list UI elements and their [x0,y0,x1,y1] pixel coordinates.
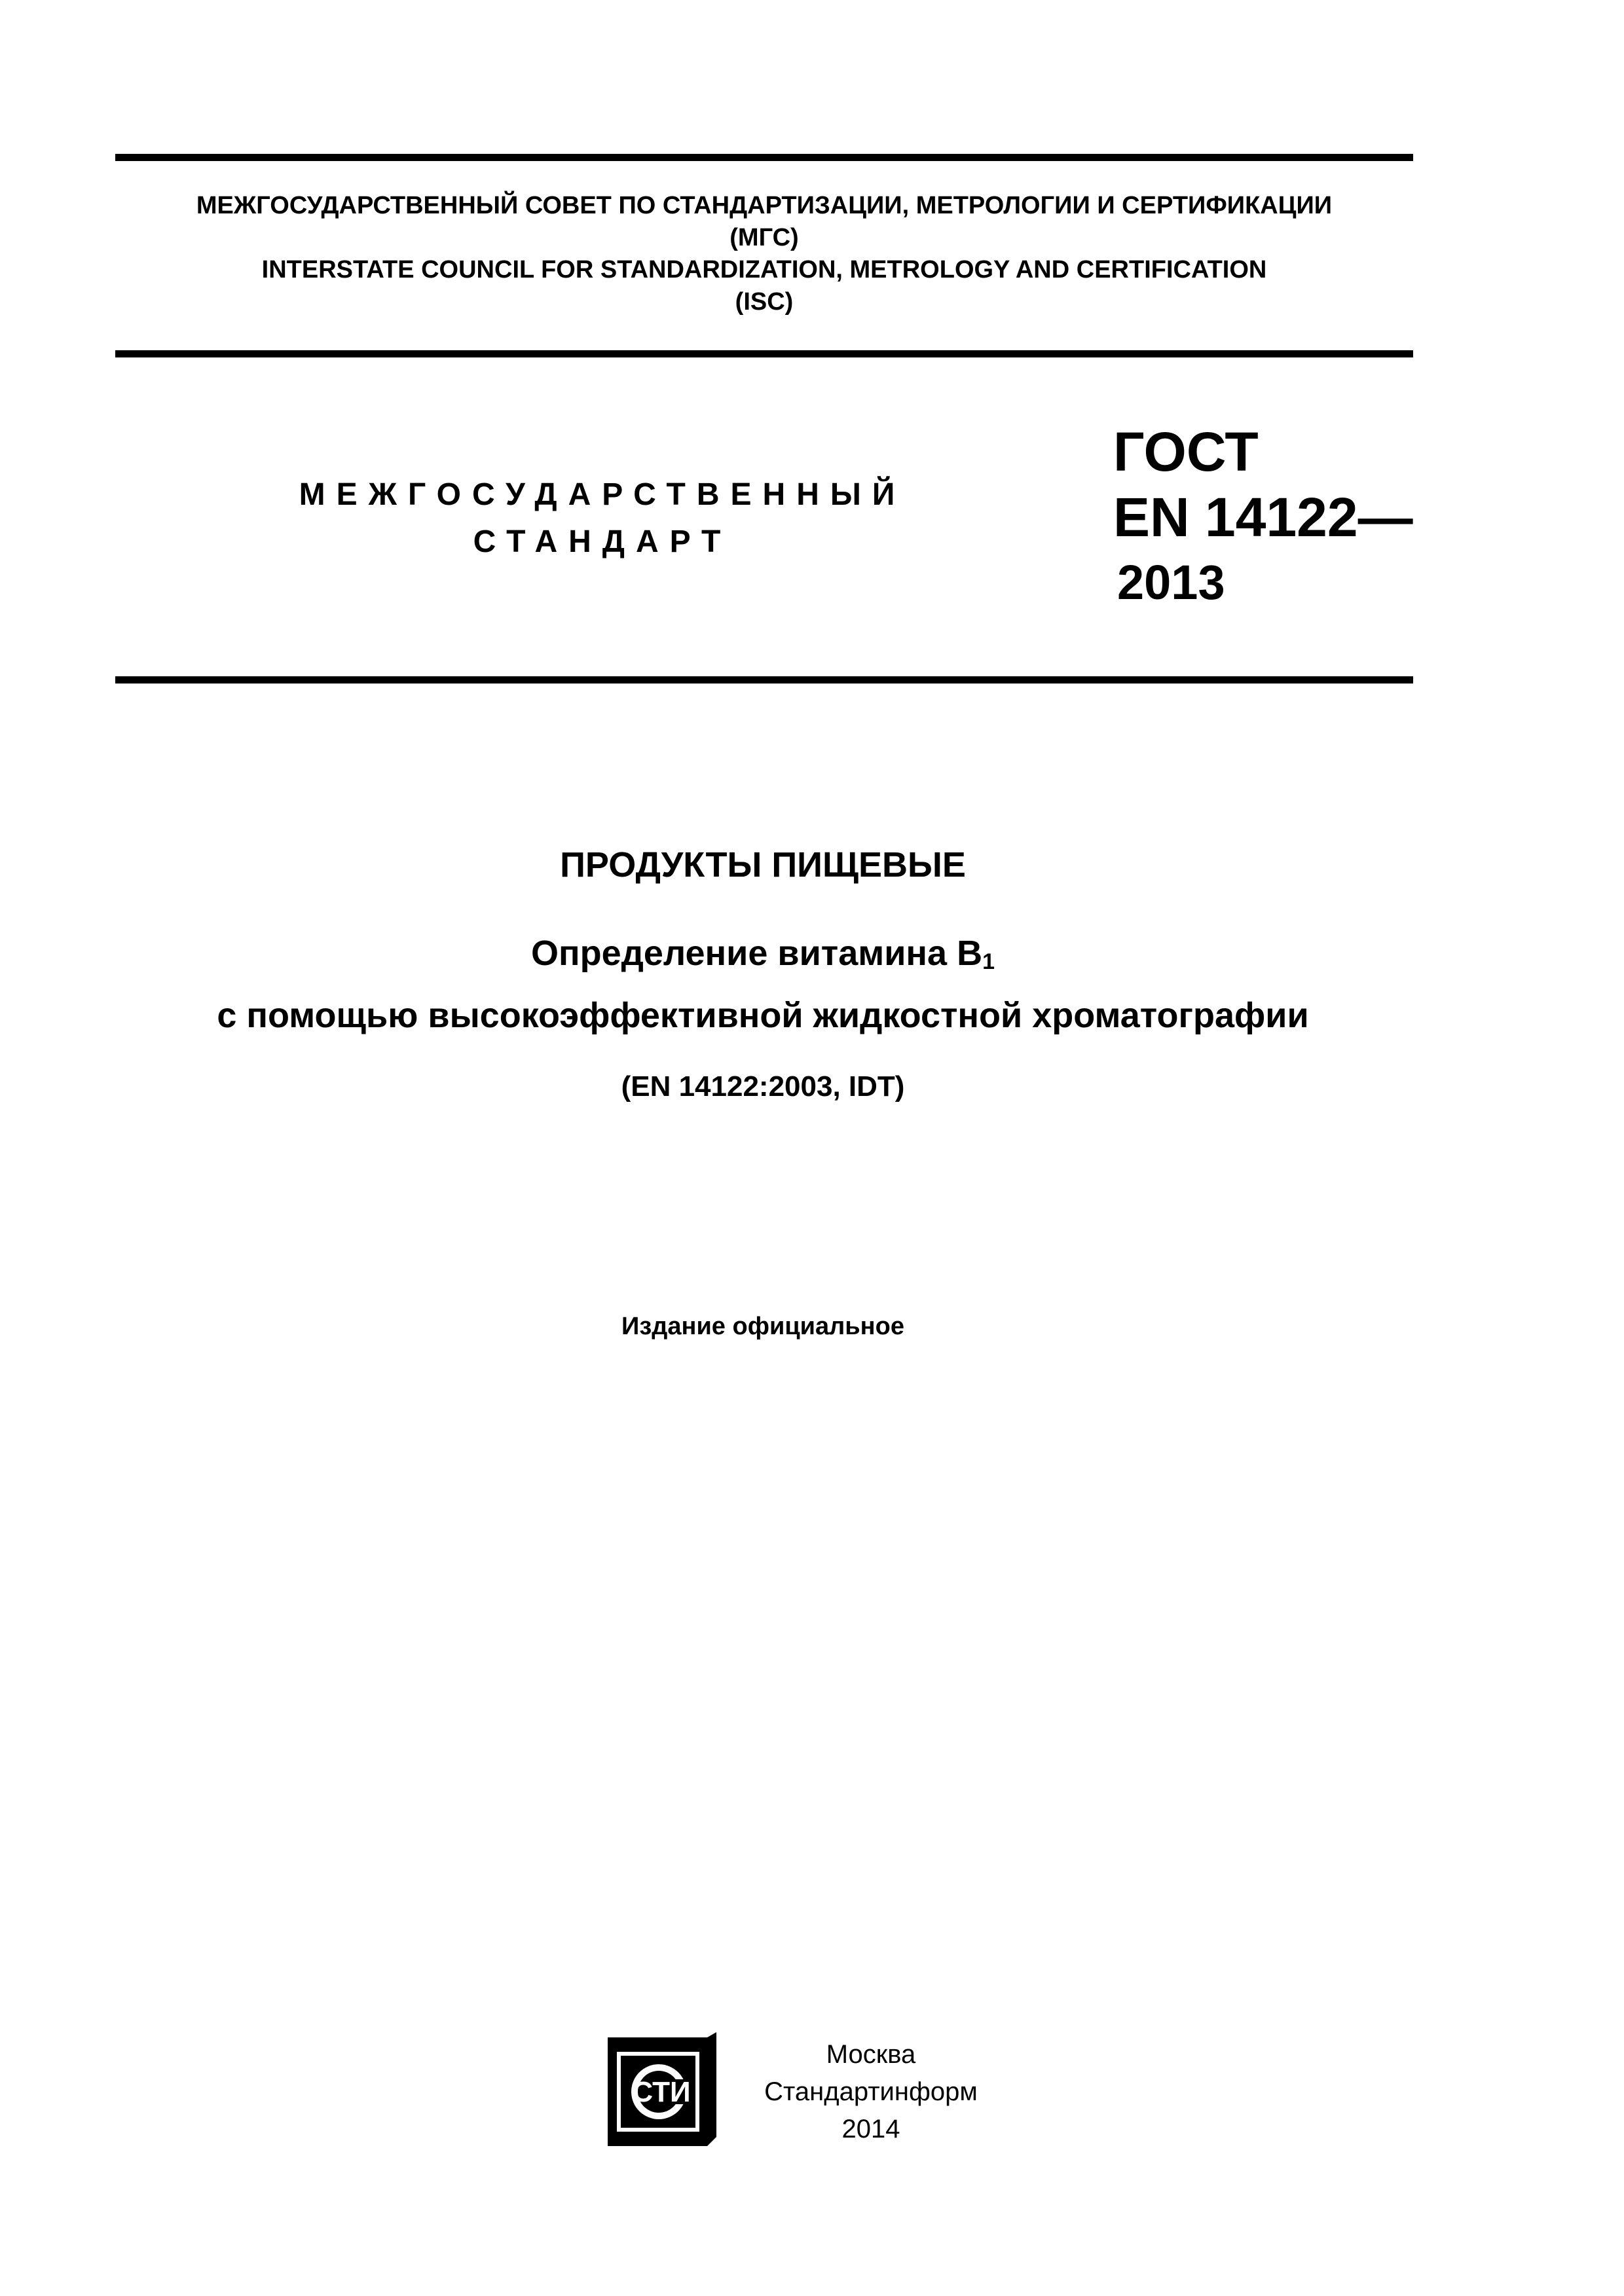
subtitle-line1 [0,926,1526,989]
middle-rule [115,350,1413,357]
council-name-ru: МЕЖГОСУДАРСТВЕННЫЙ СОВЕТ ПО СТАНДАРТИЗАЦИИ, МЕТРОЛОГИИ И СЕРТИФИКАЦИИ [196,192,1333,219]
subtitle-line1-text: Определение витамина B [530,934,983,973]
subtitle-subscript: 1 [982,949,995,974]
publisher-city: Москва [826,2040,916,2069]
standard-label-line2: СТАНДАРТ [473,524,732,559]
standard-designation [1113,419,1413,615]
standartinform-logo-icon [608,2032,718,2149]
bottom-rule [115,676,1413,683]
publisher-block [733,2036,1008,2148]
top-rule [115,154,1413,161]
standard-label-line1: МЕЖГОСУДАРСТВЕННЫЙ [299,477,906,512]
subtitle-line2: с помощью высокоэффективной жидкостной хроматографии [217,996,1309,1035]
document-subtitle [0,926,1526,1042]
council-name-en: INTERSTATE COUNCIL FOR STANDARDIZATION, METROLOGY AND CERTIFICATION [261,256,1267,283]
edition-note: Издание официальное [621,1313,904,1340]
publisher-year: 2014 [841,2115,900,2143]
council-abbr-ru: (МГС) [729,224,799,251]
document-title: ПРОДУКТЫ ПИЩЕВЫЕ [560,845,966,884]
publisher-name: Стандартинформ [764,2077,978,2106]
council-abbr-en: (ISC) [735,288,794,316]
standard-label [288,471,917,566]
designation-number: EN 14122— [1113,486,1413,548]
designation-year: 2013 [1117,555,1225,610]
logo-text: СТИ [632,2076,691,2108]
council-header [115,190,1413,318]
reference-code: (EN 14122:2003, IDT) [621,1070,905,1102]
designation-prefix: ГОСТ [1113,421,1259,483]
